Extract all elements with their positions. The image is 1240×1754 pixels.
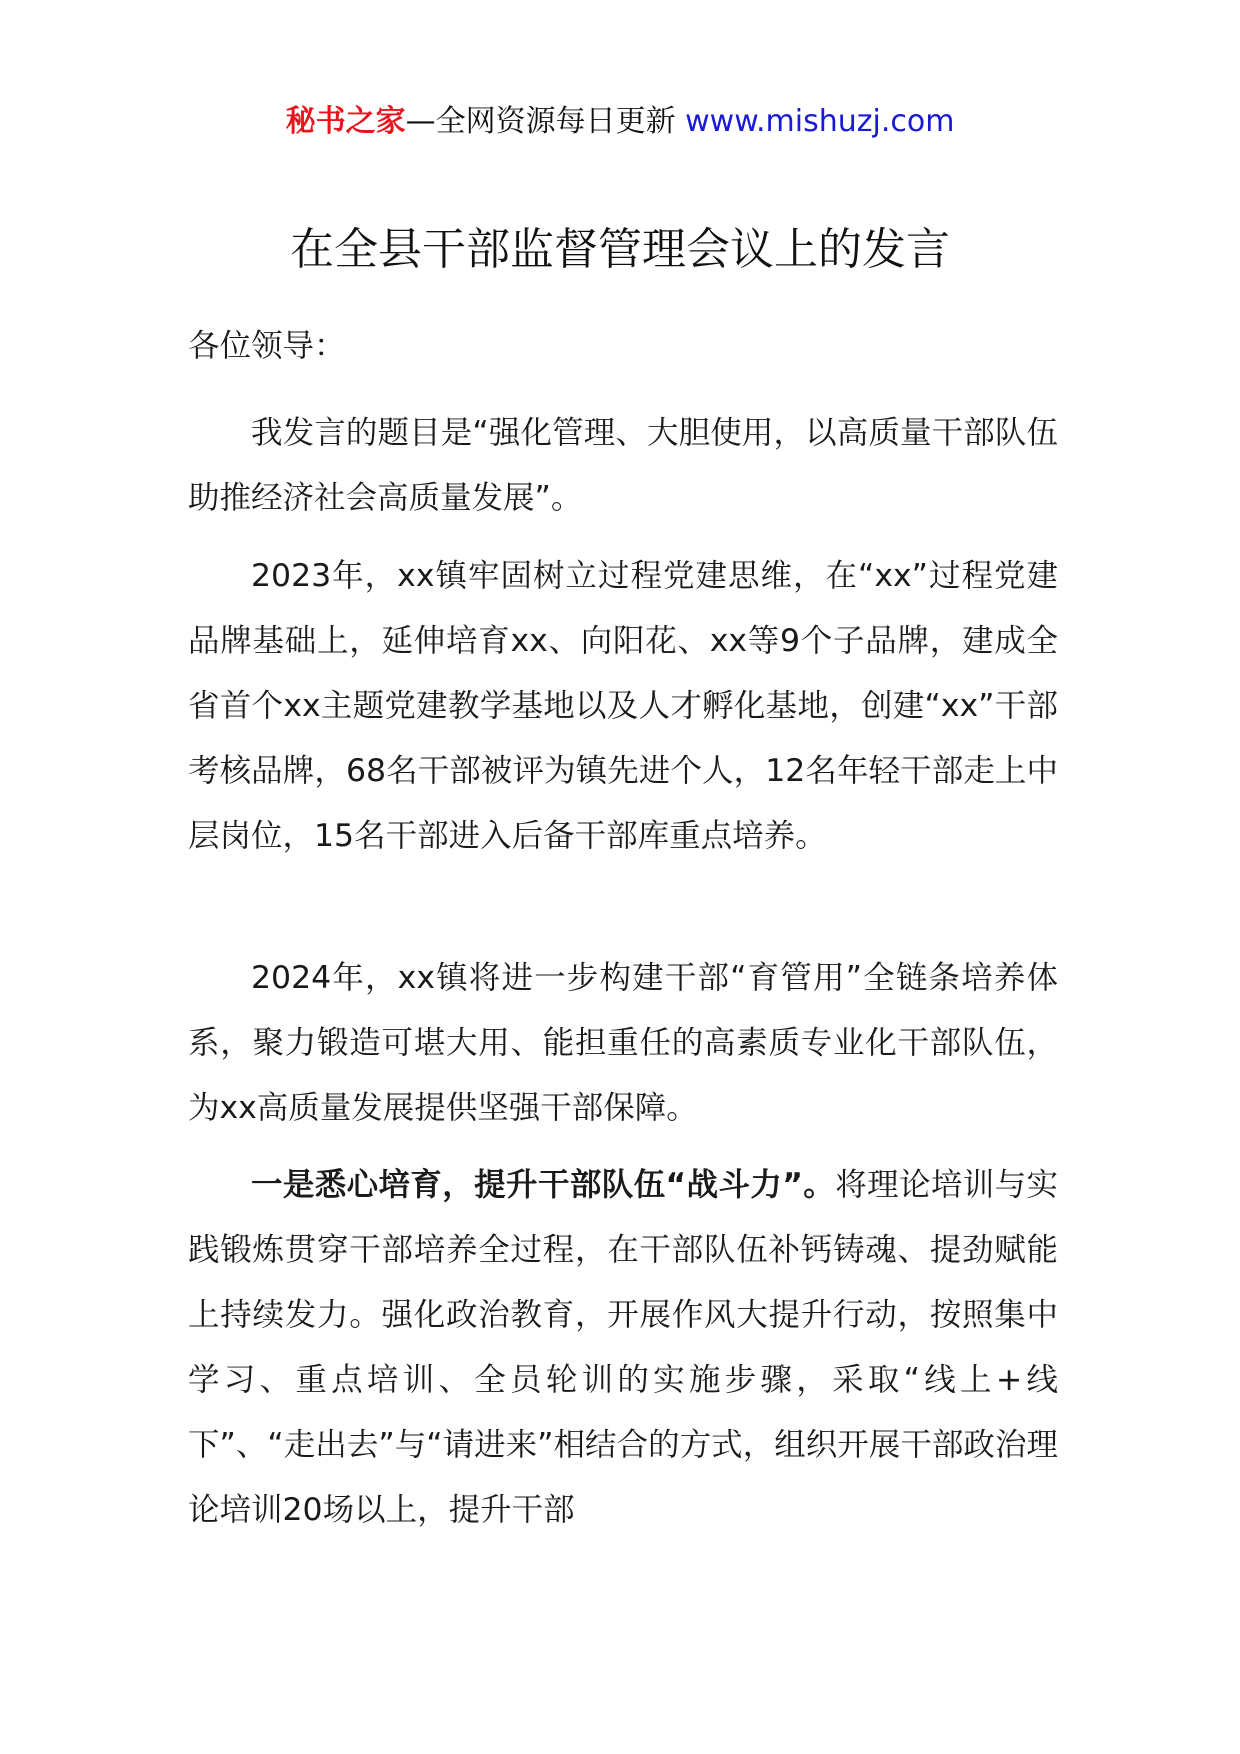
paragraph-4-lead: 一是悉心培育，提升干部队伍“战斗力”。 xyxy=(251,1167,836,1203)
header-tagline: —全网资源每日更新 xyxy=(405,104,676,139)
brand-name: 秘书之家 xyxy=(285,104,406,139)
paragraph-3: 2024年，xx镇将进一步构建干部“育管用”全链条培养体系，聚力锻造可堪大用、能担重任的高素质专业化干部队伍，为xx高质量发展提供坚强干部保障。 xyxy=(188,960,1058,1126)
paragraph-1: 我发言的题目是“强化管理、大胆使用，以高质量干部队伍助推经济社会高质量发展”。 xyxy=(188,415,1058,516)
site-url-link[interactable]: www.mishuzj.com xyxy=(685,104,955,139)
site-header xyxy=(0,100,1240,144)
page-title: 在全县干部监督管理会议上的发言 xyxy=(290,224,950,275)
paragraph-4-body: 将理论培训与实践锻炼贯穿干部培养全过程，在干部队伍补钙铸魂、提劲赋能上持续发力。强化政治教育，开展作风大提升行动，按照集中学习、重点培训、全员轮训的实施步骤，采取“线上+线下”、“走出去”与“请进来”相结合的方式，组织开展干部政治理论培训20场以上，提升干部 xyxy=(188,1167,1058,1528)
paragraph-4 xyxy=(188,1153,1058,1543)
paragraph-2: 2023年，xx镇牢固树立过程党建思维，在“xx”过程党建品牌基础上，延伸培育xx、向阳花、xx等9个子品牌，建成全省首个xx主题党建教学基地以及人才孵化基地，创建“xx”干部考核品牌，68名干部被评为镇先进个人，12名年轻干部走上中层岗位，15名干部进入后备干部库重点培养。 xyxy=(188,558,1058,854)
salutation: 各位领导： xyxy=(188,328,346,364)
